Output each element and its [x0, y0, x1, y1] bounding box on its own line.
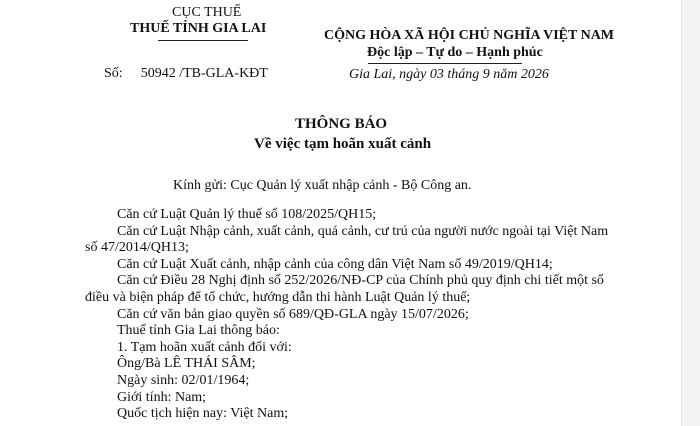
agency-name: CỤC THUẾ [172, 5, 242, 20]
legal-basis-5: Căn cứ văn bản giao quyền số 689/QĐ-GLA ngày 15/07/2026; [117, 306, 469, 322]
legal-basis-3: Căn cứ Luật Xuất cảnh, nhập cảnh của công dân Việt Nam số 49/2019/QH14; [117, 256, 553, 272]
province-underline [158, 40, 248, 41]
gender: Giới tính: Nam; [117, 389, 207, 405]
birth-date: Ngày sinh: 02/01/1964; [117, 372, 250, 388]
reference-number: 50942 /TB-GLA-KĐT [140, 66, 268, 81]
legal-basis-1: Căn cứ Luật Quản lý thuế số 108/2025/QH15; [117, 207, 377, 222]
legal-basis-2: Căn cứ Luật Nhập cảnh, xuất cảnh, quá cảnh, cư trú của người nước ngoài tại Việt Nam số 47/2014/QH13; [85, 223, 609, 256]
document-body [85, 207, 615, 423]
person-name: Ông/Bà LÊ THÁI SÂM; [117, 356, 256, 372]
document-subject: Về việc tạm hoãn xuất cảnh [254, 136, 432, 152]
dateline: Gia Lai, ngày 03 tháng 9 năm 2026 [349, 67, 549, 82]
notice-item-1: 1. Tạm hoãn xuất cảnh đối với: [117, 339, 292, 355]
viewer-gutter [681, 0, 700, 426]
legal-basis-4: Căn cứ Điều 28 Nghị định số 252/2026/NĐ-CP của Chính phủ quy định chi tiết một số điều và biện pháp để tổ chức, hướng dẫn thi hành Luật Quản lý thuế; [85, 273, 604, 305]
motto-underline [368, 63, 522, 64]
reference-line [104, 66, 268, 82]
nationality: Quốc tịch hiện nay: Việt Nam; [117, 406, 289, 422]
national-motto: Độc lập – Tự do – Hạnh phúc [367, 45, 543, 60]
province-office-name: THUẾ TỈNH GIA LAI [130, 21, 267, 36]
country-name: CỘNG HÒA XÃ HỘI CHỦ NGHĨA VIỆT NAM [324, 28, 615, 43]
reference-prefix: Số: [104, 66, 123, 81]
recipient-line: Kính gửi: Cục Quản lý xuất nhập cảnh - Bộ Công an. [173, 178, 472, 193]
notice-intro: Thuế tỉnh Gia Lai thông báo: [117, 323, 280, 339]
document-type: THÔNG BÁO [295, 116, 388, 132]
